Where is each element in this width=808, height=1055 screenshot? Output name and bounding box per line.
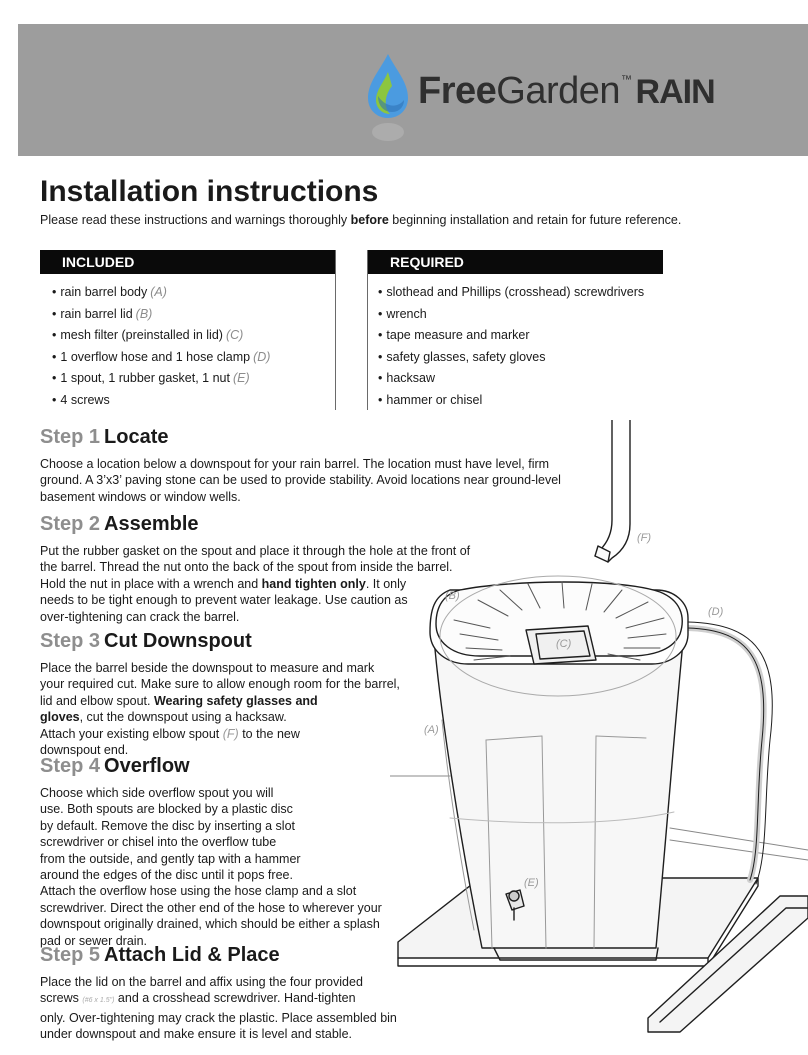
text-line: the barrel. Thread the nut onto the back of the spout from inside the barrel. [40, 560, 453, 575]
step-4-heading [40, 755, 382, 781]
step-3-section [40, 630, 400, 758]
item-ref: (B) [135, 306, 153, 321]
text-line: Place the barrel beside the downspout to measure and mark [40, 661, 375, 675]
bold-run: gloves [40, 710, 80, 725]
brand-wordmark [418, 70, 715, 113]
text-line: screwdriver. Direct the other end of the hose to wherever your [40, 900, 382, 915]
text-line: downspout originally drained, which should be either a splash [40, 917, 380, 932]
required-item: • tape measure and marker [378, 328, 530, 342]
text-line: by default. Remove the disc by inserting a slot [40, 818, 295, 833]
text-line: ground. A 3’x3’ paving stone can be used to provide stability. Avoid locations near ground-level [40, 473, 561, 488]
text-run: screws [40, 991, 83, 1006]
step-2-heading [40, 513, 470, 539]
text-line: your required cut. Make sure to allow enough room for the barrel, [40, 677, 400, 692]
text-line: Place the lid on the barrel and affix using the four provided [40, 975, 363, 989]
step-number: Step 4 [40, 755, 101, 777]
item-text: hacksaw [386, 371, 436, 385]
item-text: rain barrel body [60, 285, 148, 299]
label-a: (A) [424, 724, 439, 736]
step-3-heading [40, 630, 400, 656]
label-c: (C) [556, 638, 572, 650]
step-number: Step 2 [40, 513, 101, 535]
step-2-section [40, 513, 470, 625]
label-f: (F) [637, 532, 652, 544]
included-item: • rain barrel lid (B) [52, 306, 153, 321]
text-line: Choose which side overflow spout you will [40, 786, 274, 800]
step-4-section [40, 755, 382, 949]
item-text: hammer or chisel [386, 392, 483, 407]
step-3-text [40, 660, 400, 758]
brand-free: Free [418, 70, 497, 112]
item-text: mesh filter (preinstalled in lid) [60, 328, 223, 342]
step-name: Attach Lid & Place [104, 944, 280, 966]
freegarden-logo [362, 52, 762, 152]
text-run: to the new [238, 726, 300, 741]
text-run: Attach your existing elbow spout [40, 726, 223, 741]
text-line: screwdriver or chisel into the overflow tube [40, 835, 277, 850]
text-line: pad or sewer drain. [40, 933, 148, 948]
step-number: Step 5 [40, 944, 101, 966]
step-number: Step 3 [40, 630, 101, 652]
text-line: needs to be tight enough to prevent water leakage. Use caution as [40, 593, 408, 608]
item-text: slothead and Phillips (crosshead) screwdrivers [386, 285, 645, 299]
step-1-section [40, 426, 561, 505]
required-item: • safety glasses, safety gloves [378, 349, 546, 364]
step-name: Assemble [104, 513, 199, 535]
water-drop-icon [362, 52, 416, 148]
required-item: • hacksaw [378, 371, 436, 385]
label-d: (D) [708, 606, 724, 618]
required-item: • wrench [378, 306, 427, 321]
included-item: • rain barrel body (A) [52, 285, 167, 299]
intro-before: Please read these instructions and warnings thoroughly [40, 213, 351, 227]
item-text: 1 overflow hose and 1 hose clamp [60, 349, 251, 364]
step-5-text [40, 974, 397, 1043]
step-5-heading [40, 944, 397, 970]
required-heading: REQUIRED [368, 250, 663, 274]
text-line: Choose a location below a downspout for your rain barrel. The location must have level, firm [40, 457, 550, 471]
required-item: • hammer or chisel [378, 392, 483, 407]
intro-bold: before [350, 213, 389, 227]
step-5-section [40, 944, 397, 1043]
text-line [40, 693, 400, 709]
item-text: safety glasses, safety gloves [386, 349, 546, 364]
item-text: 4 screws [60, 392, 110, 407]
text-line [40, 576, 470, 592]
label-e: (E) [524, 877, 539, 889]
step-2-text [40, 543, 470, 625]
text-line: from the outside, and gently tap with a hammer [40, 851, 301, 866]
step-4-text [40, 785, 382, 949]
text-line: Attach the overflow hose using the hose clamp and a slot [40, 884, 357, 899]
text-line: under downspout and make ensure it is level and stable. [40, 1027, 352, 1042]
required-item: • slothead and Phillips (crosshead) screwdrivers [378, 285, 645, 299]
item-text: tape measure and marker [386, 328, 530, 342]
page-title: Installation instructions [40, 175, 379, 208]
required-box [367, 250, 663, 410]
text-run: and a crosshead screwdriver. Hand-tighten [114, 991, 356, 1006]
item-ref: (E) [232, 371, 250, 385]
step-1-heading [40, 426, 561, 452]
included-item: • 1 overflow hose and 1 hose clamp (D) [52, 349, 271, 364]
required-list [368, 274, 663, 411]
item-text: wrench [386, 306, 427, 321]
step-name: Overflow [104, 755, 190, 777]
item-ref: (C) [225, 328, 244, 342]
text-line: over-tightening can crack the barrel. [40, 609, 240, 624]
text-line: only. Over-tightening may crack the plastic. Place assembled bin [40, 1010, 397, 1025]
screw-size-ref: (#6 x 1.5") [82, 997, 115, 1005]
item-ref: (D) [253, 349, 271, 364]
included-item: • 1 spout, 1 rubber gasket, 1 nut (E) [52, 371, 250, 385]
step-1-text [40, 456, 561, 505]
bold-run: Wearing safety glasses and [153, 693, 318, 708]
trademark-symbol: ™ [621, 74, 632, 86]
intro-after: beginning installation and retain for future reference. [388, 213, 682, 227]
step-name: Cut Downspout [104, 630, 252, 652]
included-item: • mesh filter (preinstalled in lid) (C) [52, 328, 244, 342]
included-item: • 4 screws [52, 392, 110, 407]
included-box [40, 250, 336, 410]
text-line: use. Both spouts are blocked by a plastic disc [40, 802, 293, 817]
text-line: basement windows or window wells. [40, 489, 241, 504]
included-heading: INCLUDED [40, 250, 335, 274]
brand-garden: Garden [496, 70, 621, 112]
text-line [40, 709, 400, 725]
text-run: . It only [365, 576, 407, 591]
text-run: Hold the nut in place with a wrench and [40, 576, 262, 591]
text-line: Put the rubber gasket on the spout and place it through the hole at the front of [40, 544, 471, 558]
text-run: lid and elbow spout. [40, 693, 154, 708]
included-list [40, 274, 335, 411]
text-line [40, 726, 400, 742]
brand-rain: RAIN [635, 73, 715, 111]
item-text: rain barrel lid [60, 306, 133, 321]
step-number: Step 1 [40, 426, 101, 448]
part-ref: (F) [222, 726, 239, 741]
item-text: 1 spout, 1 rubber gasket, 1 nut [60, 371, 230, 385]
text-line: downspout end. [40, 743, 129, 758]
text-line [40, 990, 397, 1009]
text-line: around the edges of the disc until it pops free. [40, 868, 293, 883]
label-b: (B) [445, 590, 460, 602]
intro-text [40, 213, 681, 227]
text-run: , cut the downspout using a hacksaw. [79, 710, 287, 725]
bold-run: hand tighten only [261, 576, 366, 591]
item-ref: (A) [150, 285, 167, 299]
step-name: Locate [104, 426, 169, 448]
